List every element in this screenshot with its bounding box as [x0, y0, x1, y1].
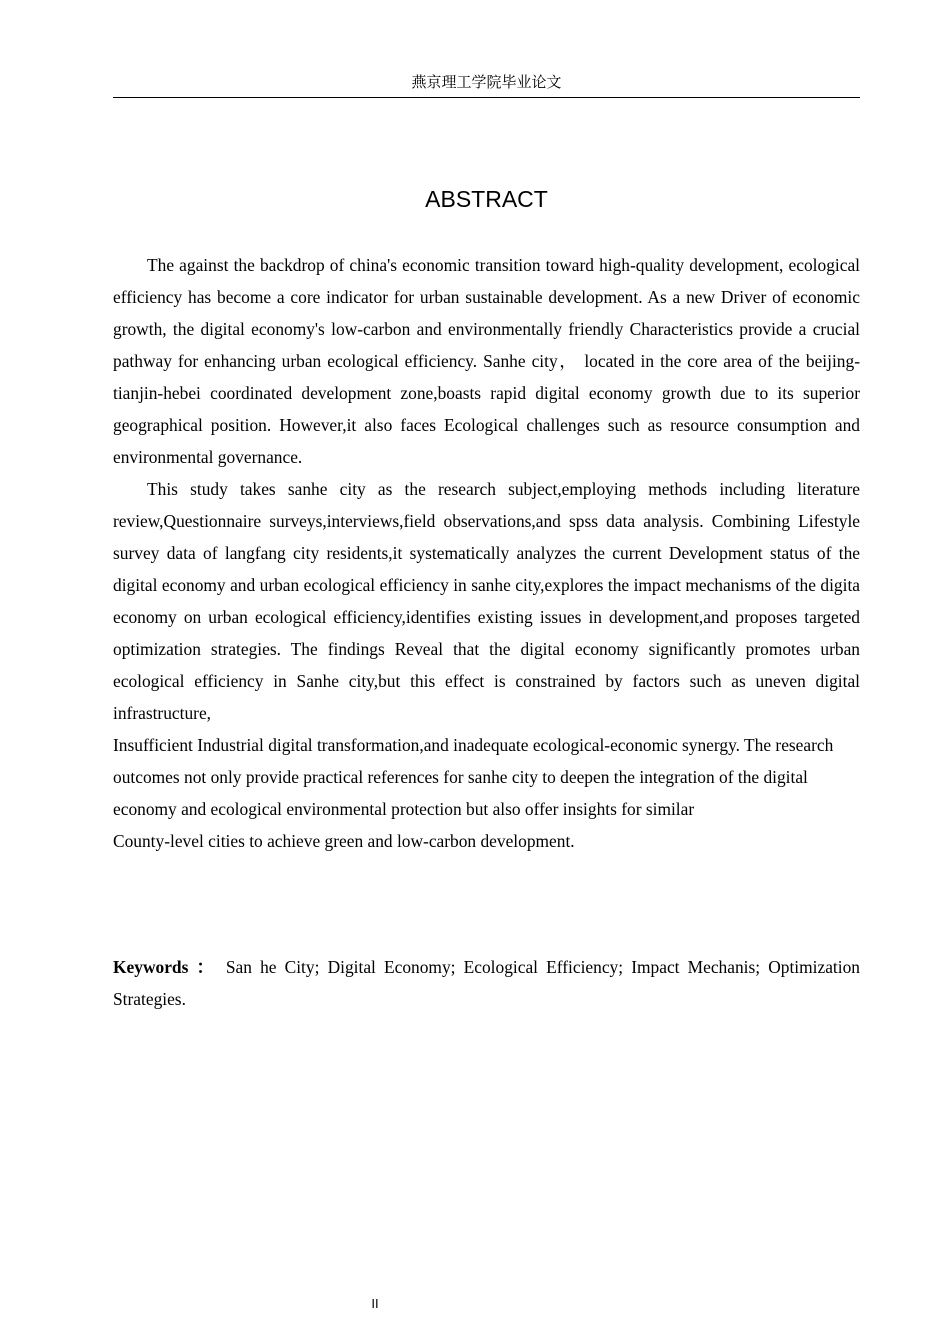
abstract-body: [113, 249, 860, 857]
keywords-text: San he City; Digital Economy; Ecological Efficiency; Impact Mechanis; Optimization Strategies.: [113, 957, 860, 1009]
keywords-section: [113, 951, 860, 1015]
abstract-paragraph-4: County-level cities to achieve green and low-carbon development.: [113, 831, 575, 851]
abstract-paragraph-1: The against the backdrop of china's economic transition toward high-quality development, ecological efficiency has become a core indicator for urban sustainable development. As a new Driver of economic growth, the digital economy's low-carbon and environmentally friendly Characteristics provide a crucial pathway for enhancing urban ecological efficiency. Sanhe city， located in the core area of the beijing-tianjin-hebei coordinated development zone,boasts rapid digital economy growth due to its superior geographical position. However,it also faces Ecological challenges such as resource consumption and environmental governance.: [113, 255, 860, 467]
page-number: II: [371, 1296, 379, 1311]
abstract-title: ABSTRACT: [425, 186, 548, 212]
keywords-label: Keywords ：: [113, 957, 218, 977]
page-header: [113, 70, 860, 98]
abstract-paragraph-3: Insufficient Industrial digital transformation,and inadequate ecological-economic synergy. The research outcomes not only provide practical references for sanhe city to deepen the integration of the digital economy and ecological environmental protection but also offer insights for similar: [113, 735, 834, 819]
abstract-paragraph-2: This study takes sanhe city as the research subject,employing methods including literature review,Questionnaire surveys,interviews,field observations,and spss data analysis. Combining Lifestyle survey data of langfang city residents,it systematically analyzes the current Development status of the digital economy and urban ecological efficiency in sanhe city,explores the impact mechanisms of the digita economy on urban ecological efficiency,identifies existing issues in development,and proposes targeted optimization strategies. The findings Reveal that the digital economy significantly promotes urban ecological efficiency in Sanhe city,but this effect is constrained by factors such as uneven digital infrastructure,: [113, 479, 860, 723]
header-title: 燕京理工学院毕业论文: [411, 73, 562, 91]
